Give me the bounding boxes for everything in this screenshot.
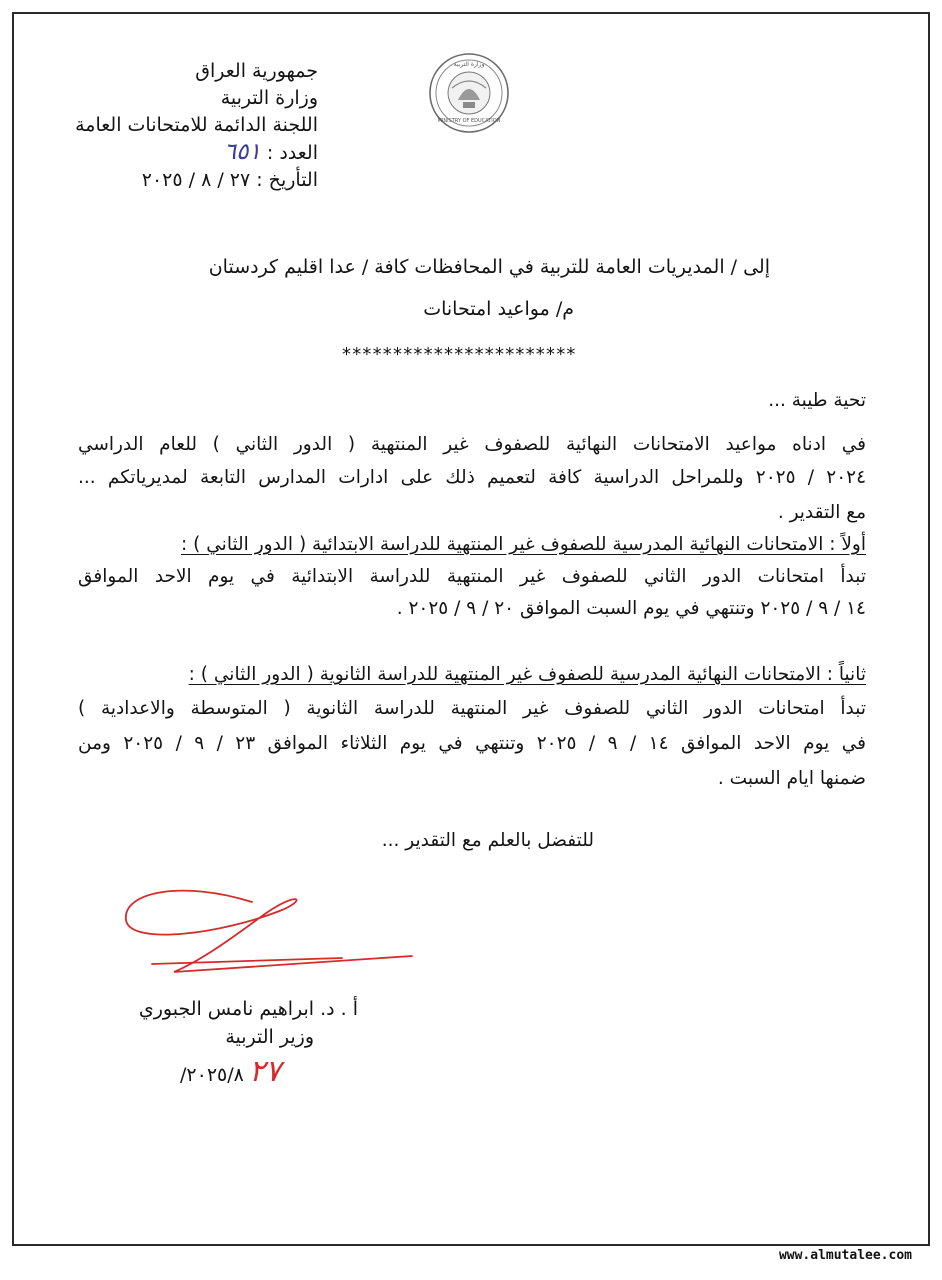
date-value: ٢٧ / ٨ / ٢٠٢٥ — [141, 169, 251, 191]
document-border — [12, 12, 930, 1246]
header-number — [58, 139, 318, 167]
intro-line-2: ٢٠٢٤ / ٢٠٢٥ وللمراحل الدراسية كافة لتعميم ذلك على ادارات المدارس التابعة لمديرياتكم ... — [78, 467, 867, 488]
date-label: التأريخ : — [256, 169, 318, 191]
header-committee: اللجنة الدائمة للامتحانات العامة — [75, 114, 318, 136]
section1-line-1: تبدأ امتحانات الدور الثاني للصفوف غير المنتهية للدراسة الابتدائية في يوم الاحد الموافق — [78, 566, 866, 587]
intro-line-1: في ادناه مواعيد الامتحانات النهائية للصفوف غير المنتهية ( الدور الثاني ) للعام الدراسي — [78, 434, 866, 455]
seal-text-bottom: MINISTRY OF EDUCATION — [437, 118, 501, 124]
signatory-name: أ . د. ابراهيم نامس الجبوري — [138, 998, 358, 1020]
number-label: العدد : — [266, 142, 318, 164]
header-country: جمهورية العراق — [195, 60, 318, 82]
closing-line: للتفضل بالعلم مع التقدير ... — [381, 830, 594, 851]
section2-line-2: في يوم الاحد الموافق ١٤ / ٩ / ٢٠٢٥ وتنتهي في يوم الثلاثاء الموافق ٢٣ / ٩ / ٢٠٢٥ ومن — [78, 733, 866, 754]
signatory-date — [180, 1054, 281, 1089]
footer-url: www.almutalee.com — [778, 1248, 912, 1263]
signature-scribble — [112, 872, 432, 1002]
subject-line: م/ مواعيد امتحانات — [423, 298, 574, 320]
header-ministry: وزارة التربية — [220, 87, 318, 109]
section2-line-1: تبدأ امتحانات الدور الثاني للصفوف غير المنتهية للدراسة الثانوية ( المتوسطة والاعدادية ) — [78, 698, 866, 719]
greeting: تحية طيبة ... — [768, 390, 866, 411]
section2-heading: ثانياً : الامتحانات النهائية المدرسية للصفوف غير المنتهية للدراسة الثانوية ( الدور الثاني ) : — [188, 664, 866, 685]
number-value: ٦٥١ — [223, 139, 261, 165]
ministry-seal — [428, 52, 510, 134]
separator-stars: *********************** — [342, 344, 577, 365]
signatory-title: وزير التربية — [225, 1026, 314, 1048]
signatory-date-printed: ٢٠٢٥/٨/ — [180, 1064, 244, 1086]
recipient-line: إلى / المديريات العامة للتربية في المحافظات كافة / عدا اقليم كردستان — [208, 256, 770, 278]
section1-heading: أولاً : الامتحانات النهائية المدرسية للصفوف غير المنتهية للدراسة الابتدائية ( الدور الثاني ) : — [181, 534, 866, 555]
section2-line-3: ضمنها ايام السبت . — [717, 768, 866, 789]
section1-line-2: ١٤ / ٩ / ٢٠٢٥ وتنتهي في يوم السبت الموافق ٢٠ / ٩ / ٢٠٢٥ . — [396, 598, 866, 619]
signatory-date-hand: ٢٧ — [248, 1054, 282, 1089]
seal-text-top: وزارة التربية — [453, 61, 485, 68]
header-block — [58, 58, 318, 194]
header-date — [58, 167, 318, 194]
intro-line-3: مع التقدير . — [777, 502, 866, 523]
